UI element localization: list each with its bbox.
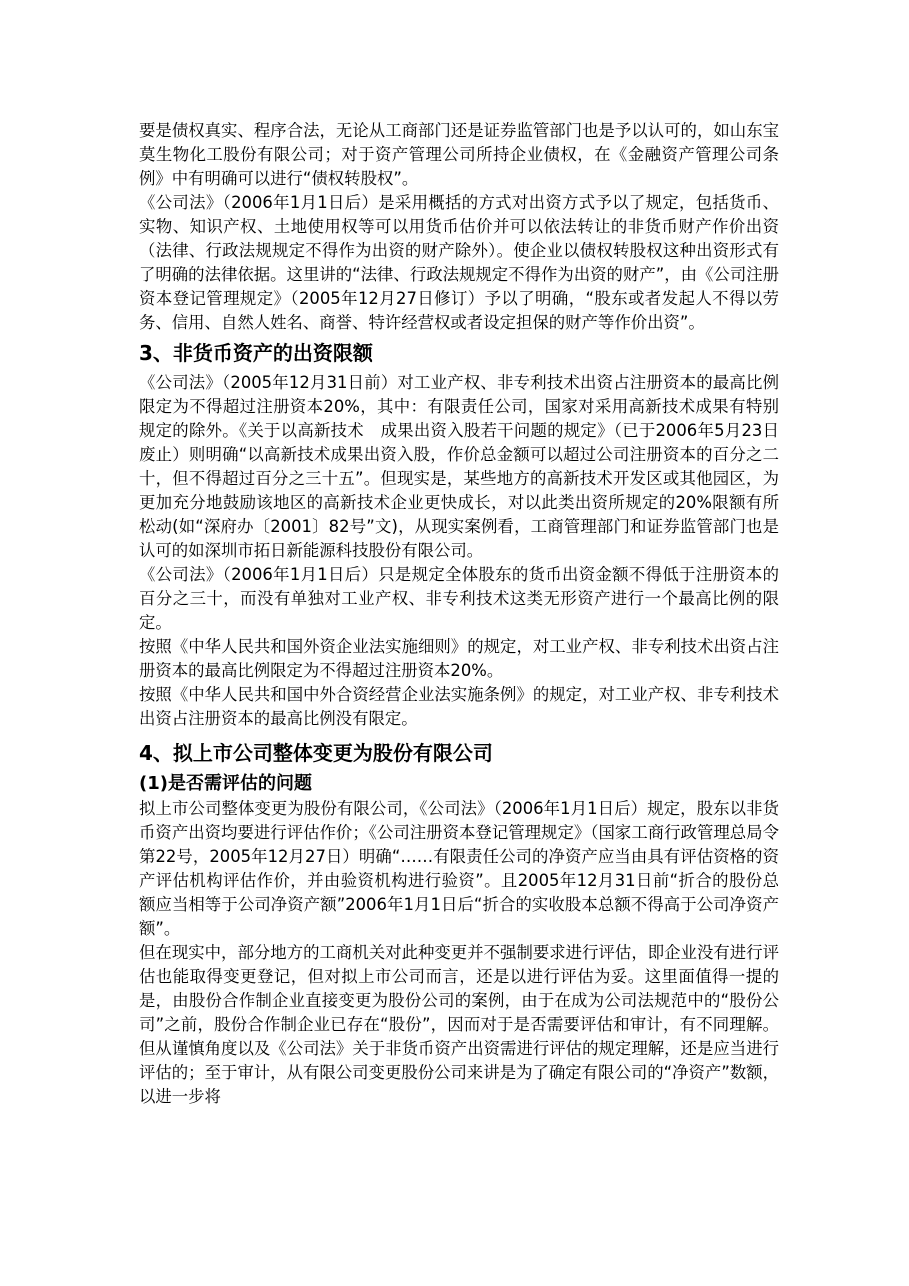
paragraph: 《公司法》（2006年1月1日后）只是规定全体股东的货币出资金额不得低于注册资本的百分之三十，而没有单独对工业产权、非专利技术这类无形资产进行一个最高比例的限定。: [139, 565, 779, 632]
document-page: [139, 119, 779, 1109]
paragraph: 《公司法》（2006年1月1日后）是采用概括的方式对出资方式予以了规定，包括货币、实物、知识产权、土地使用权等可以用货币估价并可以依法转让的非货币财产作价出资（法律、行政法规规定不得作为出资的财产除外）。使企业以债权转股权这种出资形式有了明确的法律依据。这里讲的“法律、行政法规规定不得作为出资的财产”，由《公司注册资本登记管理规定》（2005年12月27日修订）予以了明确，“股东或者发起人不得以劳务、信用、自然人姓名、商誉、特许经营权或者设定担保的财产等作价出资”。: [139, 193, 779, 332]
section-heading: 3、非货币资产的出资限额: [139, 341, 373, 365]
section-heading: 4、拟上市公司整体变更为股份有限公司: [139, 741, 493, 765]
paragraph: 《公司法》（2005年12月31日前）对工业产权、非专利技术出资占注册资本的最高比例限定为不得超过注册资本20%，其中：有限责任公司，国家对采用高新技术成果有特别规定的除外。《关于以高新技术 成果出资入股若干问题的规定》（已于2006年5月23日废止）则明确“以高新技术成果出资入股，作价总金额可以超过公司注册资本的百分之二十，但不得超过百分之三十五”。但现实是，某些地方的高新技术开发区或其他园区，为更加充分地鼓励该地区的高新技术企业更快成长，对以此类出资所规定的20%限额有所松动(如“深府办〔2001〕82号”文)，从现实案例看，工商管理部门和证券监管部门也是认可的如深圳市拓日新能源科技股份有限公司。: [139, 373, 779, 560]
paragraph: 按照《中华人民共和国外资企业法实施细则》的规定，对工业产权、非专利技术出资占注册资本的最高比例限定为不得超过注册资本20%。: [139, 637, 779, 680]
paragraph: 但在现实中，部分地方的工商机关对此种变更并不强制要求进行评估，即企业没有进行评估也能取得变更登记，但对拟上市公司而言，还是以进行评估为妥。这里面值得一提的是，由股份合作制企业直接变更为股份公司的案例，由于在成为公司法规范中的“股份公司”之前，股份合作制企业已存在“股份”，因而对于是否需要评估和审计，有不同理解。但从谨慎角度以及《公司法》关于非货币资产出资需进行评估的规定理解，还是应当进行评估的；至于审计，从有限公司变更股份公司来讲是为了确定有限公司的“净资产”数额，以进一步将: [139, 943, 779, 1106]
paragraph: 拟上市公司整体变更为股份有限公司，《公司法》（2006年1月1日后）规定，股东以非货币资产出资均要进行评估作价；《公司注册资本登记管理规定》（国家工商行政管理总局令第22号，2005年12月27日）明确“……有限责任公司的净资产应当由具有评估资格的资产评估机构评估作价，并由验资机构进行验资”。且2005年12月31日前“折合的股份总额应当相等于公司净资产额”2006年1月1日后“折合的实收股本总额不得高于公司净资产额”。: [139, 799, 779, 938]
paragraph: 按照《中华人民共和国中外合资经营企业法实施条例》的规定，对工业产权、非专利技术出资占注册资本的最高比例没有限定。: [139, 685, 779, 728]
paragraph: 要是债权真实、程序合法，无论从工商部门还是证券监管部门也是予以认可的，如山东宝莫生物化工股份有限公司；对于资产管理公司所持企业债权，在《金融资产管理公司条例》中有明确可以进行“债权转股权”。: [139, 121, 779, 188]
subsection-heading: (1)是否需评估的问题: [139, 773, 312, 794]
